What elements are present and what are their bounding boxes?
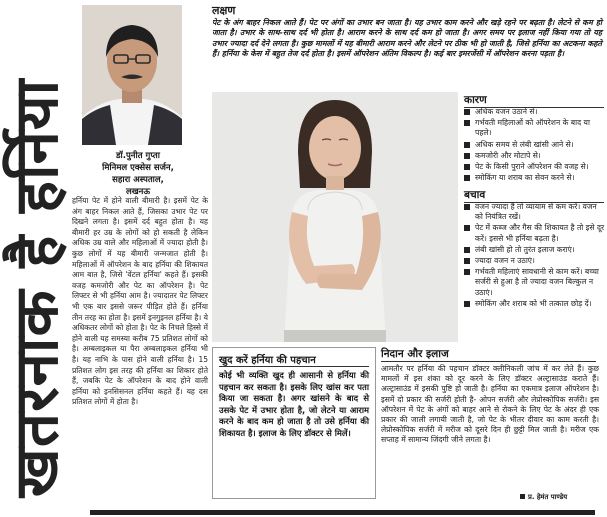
list-item-text: अधिक समय से लंबी खांसी आने से।	[475, 139, 574, 149]
woman-photo	[212, 92, 458, 342]
list-item-text: गर्भवती महिलाएं सावधानी से काम करें। बच्चा सर्जरी से हुआ है तो ज्यादा वजन बिल्कुल न उठाएं।	[475, 267, 599, 297]
list-item-text: वजन ज्यादा है तो व्यायाम से कम करें। वजन को नियंत्रित रखें।	[475, 202, 597, 222]
list-item	[464, 256, 606, 266]
symptoms-paragraph: पेट के अंग बाहर निकल आते हैं। पेट पर अंगों का उभार बन जाता है। यह उभार काम करने और खड़े रहने पर बढ़ता है। लेटने से कम हो जाता है। उभार के साथ-साथ दर्द भी होता है। आराम करने के साथ दर्द कम हो जाता है। अगर समय पर इलाज नहीं किया गया तो यह उभार ज्यादा दर्द देने लगता है। कुछ मामलों में यह बीमारी आराम करने और लेटने पर ठीक भी हो जाती है, जिसे हर्निया का अटकना कहते हैं। हर्निया के केस में बहुत तेज दर्द होता है। इसमें ऑपरेशन अंतिम विकल्प है। कई बार इमरजेंसी में ऑपरेशन करना पड़ता है।	[212, 18, 602, 59]
list-item-text: अधिक वजन उठाने से।	[475, 107, 538, 116]
list-item	[464, 202, 606, 222]
list-item-text: स्मोकिंग और शराब को भी तत्काल छोड़ दें।	[475, 298, 592, 308]
list-item	[464, 245, 606, 255]
treatment-paragraph: आमतौर पर हर्निया की पहचान डॉक्टर क्लीनिकली जांच में कर लेते हैं। कुछ मामलों में इस शंका को दूर करने के लिए डॉक्टर अल्ट्रासाउंड कराते हैं। अल्ट्रासाउंड में इसकी पुष्टि हो जाती है। हर्निया का एकमात्र इलाज ऑपरेशन है। इसमें दो प्रकार की सर्जरी होती है- ओपन सर्जरी और लेप्रोस्कोपिक सर्जरी। इस ऑपरेशन में पेट के अंगों को बाहर आने से रोकने के लिए पेट के अंदर ही एक प्रकार की जाली लगायी जाती है, जो पेट के भीतर दीवार का काम करती है। लेप्रोस्कोपिक सर्जरी में मरीज को दूसरे दिन ही छुट्टी मिल जाती है। मरीज एक सप्ताह में सामान्य जिंदगी जीने लगता है।	[381, 364, 599, 445]
identify-paragraph: कोई भी व्यक्ति खुद ही आसानी से हर्निया की पहचान कर सकता है। इसके लिए खांस कर पता किया जा सकता है। अगर खांसने के बाद से उसके पेट में उभार होता है, जो लेटने या आराम करने के बाद कम हो जाता है तो उसे हर्निया की शिकायत है। इलाज के लिए डॉक्टर से मिलें।	[219, 370, 369, 438]
square-bullet-icon	[464, 247, 470, 253]
square-bullet-icon	[464, 258, 470, 264]
identify-heading: खुद करें हर्निया की पहचान	[219, 352, 369, 367]
list-item-text: स्मोकिंग या शराब का सेवन करने से।	[475, 173, 575, 183]
square-bullet-icon	[464, 109, 470, 115]
square-bullet-icon	[464, 301, 470, 307]
square-bullet-icon	[464, 164, 470, 170]
bottom-rule	[90, 510, 595, 515]
identify-box	[212, 347, 376, 499]
credit-text: प्र. हेमंत पाण्डेय	[528, 493, 568, 501]
square-bullet-icon	[464, 142, 470, 148]
doctor-portrait-image	[82, 5, 182, 145]
woman-stomach-pain-image	[212, 92, 458, 342]
author-hospital: सहारा अस्पताल,	[112, 175, 164, 185]
prevention-heading: बचाव	[464, 188, 604, 203]
doctor-photo	[82, 5, 182, 145]
list-item	[464, 267, 606, 298]
square-bullet-icon	[464, 225, 470, 231]
list-item	[464, 151, 606, 161]
author-city: लखनऊ	[125, 187, 151, 197]
list-item-text: ज्यादा वजन न उठाएं।	[475, 256, 535, 266]
causes-heading: कारण	[464, 93, 604, 108]
list-item	[464, 107, 606, 117]
headline: खतरनाक है हर्निया	[2, 78, 73, 498]
causes-list	[464, 107, 606, 184]
list-item-text: लंबी खांसी हो तो तुरंत इलाज कराएं।	[475, 244, 575, 254]
author-name: डॉ.पुनीत गुप्ता	[116, 151, 160, 161]
square-bullet-icon	[464, 175, 470, 181]
list-item	[464, 140, 606, 150]
list-item	[464, 173, 606, 183]
list-item	[464, 118, 606, 138]
list-item-text: गर्भवती महिलाओं को ऑपरेशन के बाद या पहले।	[475, 118, 590, 138]
list-item-text: पेट में कब्ज और गैस की शिकायत है तो इसे दूर करें। इससे भी हर्निया बढ़ता है।	[475, 223, 605, 243]
list-item-text: पेट के किसी पुराने ऑपरेशन की वजह से।	[475, 162, 589, 172]
list-item	[464, 162, 606, 172]
list-item	[464, 299, 606, 309]
square-bullet-icon	[464, 120, 470, 126]
square-bullet-icon	[464, 269, 470, 275]
symptoms-heading: लक्षण	[212, 4, 236, 17]
square-bullet-icon	[520, 494, 525, 499]
headline-block	[2, 78, 73, 498]
treatment-heading: निदान और इलाज	[381, 347, 596, 362]
prevention-list	[464, 202, 606, 310]
author-block	[72, 150, 204, 198]
square-bullet-icon	[464, 153, 470, 159]
intro-paragraph: हर्निया पेट में होने वाली बीमारी है। इसमें पेट के अंग बाहर निकल आते हैं, जिसका उभार पेट पर दिखने लगता है। इसमें दर्द बहुत होता है। यह बीमारी हर उम्र के लोगों को हो सकती है लेकिन अधिक उम्र वाले और महिलाओं में ज्यादा होती है। कुछ लोगों में यह बीमारी जन्मजात होती है। महिलाओं में ऑपरेशन के बाद हर्निया की शिकायत आम बात है, जिसे 'वेंटल हर्निया' कहते हैं। इसकी वजह कमजोरी और पेट का ऑपरेशन है। पेट लिफ्टर से भी हर्निया आम है। ज्यादातर पेट लिफ्टर भी एक बार इससे जरूर पीड़ित होते हैं। हर्निया तीन तरह का होता है। इसमें इनगुइनल हर्निया है। ये अधिकतर लोगों को होता है। पेट के निचले हिस्से में होने वाली यह समस्या करीब 75 प्रतिशत लोगों को है। अम्बलाइकल या पैरा अम्बलाइकल हर्निया भी है। यह नाभि के पास होने वाली हर्निया है। 15 प्रतिशत लोग इस तरह की हर्निया का शिकार होते हैं, जबकि पेट के ऑपरेशन के बाद होने वाली हर्निया को इनसिसनल हर्निया कहते हैं। यह दस प्रतिशत लोगों में होता है।	[72, 196, 208, 407]
list-item	[464, 223, 606, 243]
list-item-text: कमजोरी और मोटापे से।	[475, 150, 541, 160]
author-title: मिनिमल एक्सेस सर्जन,	[102, 163, 174, 173]
square-bullet-icon	[464, 204, 470, 210]
credit-line	[520, 492, 567, 501]
